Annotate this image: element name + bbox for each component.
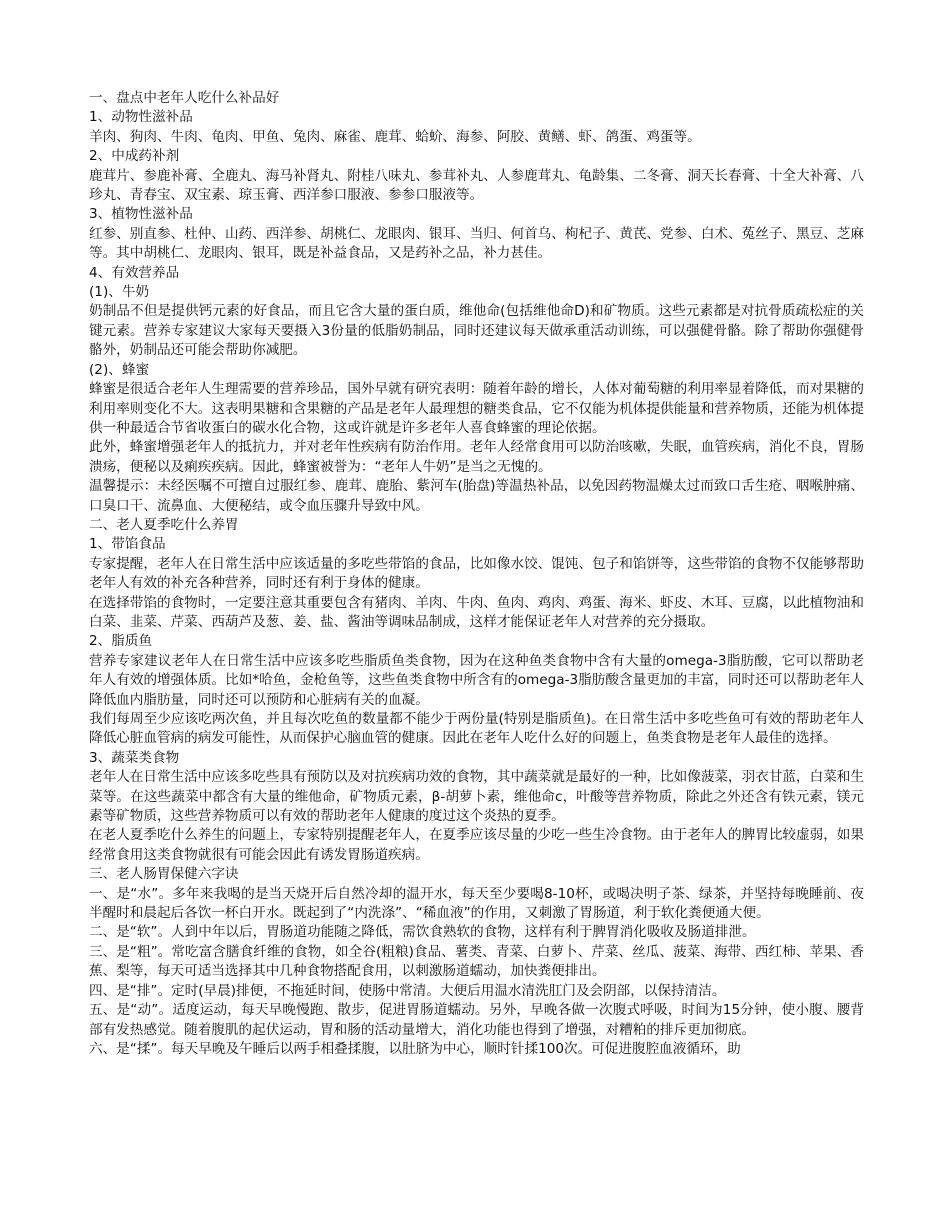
paragraph: 鹿茸片、参鹿补膏、全鹿丸、海马补肾丸、附桂八味丸、参茸补丸、人参鹿茸丸、龟龄集、二冬膏、洞天长春膏、十全大补膏、八珍丸、青春宝、双宝素、琼玉膏、西洋参口服液、参参口服液等。	[89, 167, 864, 204]
subheading-animal-tonics: 1、动物性滋补品	[89, 109, 193, 126]
paragraph: 老年人在日常生活中应该多吃些具有预防以及对抗疾病功效的食物，其中蔬菜就是最好的一种，比如像菠菜，羽衣甘蓝，白菜和生菜等。在这些蔬菜中都含有大量的维他命，矿物质元素，β-胡萝卜素，维他命c，叶酸等营养物质，除此之外还含有铁元素，镁元素等矿物质，这些营养物质可以有效的帮助老年人健康的度过这个炎热的夏季。	[89, 769, 864, 825]
subheading-plant-tonics: 3、植物性滋补品	[89, 206, 193, 223]
subheading-honey: (2)、蜂蜜	[89, 361, 150, 378]
paragraph: 奶制品不但是提供钙元素的好食品，而且它含大量的蛋白质，维他命(包括维他命D)和矿物质。这些元素都是对抗骨质疏松症的关键元素。营养专家建议大家每天要摄入3份量的低脂奶制品，同时还建议每天做承重活动训练，可以强健骨骼。除了帮助你强健骨骼外，奶制品还可能会帮助你减肥。	[89, 303, 864, 359]
paragraph: 在老人夏季吃什么养生的问题上，专家特别提醒老年人，在夏季应该尽量的少吃一些生冷食物。由于老年人的脾胃比较虚弱，如果经常食用这类食物就很有可能会因此有诱发胃肠道疾病。	[89, 827, 864, 863]
section-heading-3: 三、老人肠胃保健六字诀	[89, 866, 239, 883]
paragraph: 在选择带馅的食物时，一定要注意其重要包含有猪肉、羊肉、牛肉、鱼肉、鸡肉、鸡蛋、海米、虾皮、木耳、豆腐，以此植物油和白菜、韭菜、芹菜、西葫芦及葱、姜、盐、酱油等调味品制成，这样才能保证老年人对营养的充分摄取。	[89, 594, 864, 630]
paragraph: 专家提醒，老年人在日常生活中应该适量的多吃些带馅的食品，比如像水饺、馄饨、包子和馅饼等，这些带馅的食物不仅能够帮助老年人有效的补充各种营养，同时还有利于身体的健康。	[89, 555, 864, 592]
paragraph: 营养专家建议老年人在日常生活中应该多吃些脂质鱼类食物，因为在这种鱼类食物中含有大量的omega-3脂肪酸，它可以帮助老年人有效的增强体质。比如*哈鱼，金枪鱼等，这些鱼类食物中所含有的omega-3脂肪酸含量更加的丰富，同时还可以帮助老年人降低血内脂肪量，同时还可以预防和心脏病有关的血凝。	[89, 652, 864, 708]
list-item: 三、是“粗”。常吃富含膳食纤维的食物，如全谷(粗粮)食品、薯类、青菜、白萝卜、芹菜、丝瓜、菠菜、海带、西红柿、苹果、香蕉、梨等，每天可适当选择其中几种食物搭配食用，以刺激肠道蠕动，加快粪便排出。	[89, 943, 864, 980]
list-item: 二、是“软”。人到中年以后，胃肠道功能随之降低，需饮食熟软的食物，这样有利于脾胃消化吸收及肠道排泄。	[89, 924, 756, 941]
list-item: 一、是“水”。多年来我喝的是当天烧开后自然冷却的温开水，每天至少要喝8-10杯，或喝决明子茶、绿茶，并坚持每晚睡前、夜半醒时和晨起后各饮一杯白开水。既起到了“内洗涤”、“稀血液”的作用，又刺激了胃肠道，利于软化粪便通大便。	[89, 885, 864, 922]
paragraph: 蜂蜜是很适合老年人生理需要的营养珍品，国外早就有研究表明：随着年龄的增长，人体对葡萄糖的利用率显着降低，而对果糖的利用率则变化不大。这表明果糖和含果糖的产品是老年人最理想的糖类食品，它不仅能为机体提供能量和营养物质，还能为机体提供一种最适合节省收蛋白的碳水化合物，这或许就是许多老年人喜食蜂蜜的理论依据。	[89, 381, 864, 436]
paragraph: 我们每周至少应该吃两次鱼，并且每次吃鱼的数量都不能少于两份量(特别是脂质鱼)。在日常生活中多吃些鱼可有效的帮助老年人降低心脏血管病的病发可能性，从而保护心脑血管的健康。因此在老年人吃什么好的问题上，鱼类食物是老年人最佳的选择。	[89, 711, 864, 747]
section-heading-1: 一、盘点中老年人吃什么补品好	[89, 90, 280, 106]
tip-paragraph: 温馨提示：未经医嘱不可擅自过服红参、鹿茸、鹿胎、紫河车(胎盘)等温热补品，以免因药物温燥太过而致口舌生疮、咽喉肿痛、口臭口干、流鼻血、大便秘结，或令血压骤升导致中风。	[89, 478, 864, 514]
subheading-nutrition: 4、有效营养品	[89, 264, 180, 281]
paragraph: 羊肉、狗肉、牛肉、龟肉、甲鱼、兔肉、麻雀、鹿茸、蛤蚧、海参、阿胶、黄鳝、虾、鸽蛋、鸡蛋等。	[89, 128, 701, 145]
document-body	[89, 89, 864, 1059]
subheading-fatty-fish: 2、脂质鱼	[89, 633, 153, 650]
subheading-milk: (1)、牛奶	[89, 284, 150, 301]
subheading-patent-medicines: 2、中成药补剂	[89, 148, 180, 165]
section-heading-2: 二、老人夏季吃什么养胃	[89, 516, 239, 533]
paragraph: 红参、别直参、杜仲、山药、西洋参、胡桃仁、龙眼肉、银耳、当归、何首乌、枸杞子、黄芪、党参、白术、菟丝子、黑豆、芝麻等。其中胡桃仁、龙眼肉、银耳，既是补益食品，又是药补之品，补力甚佳。	[89, 225, 864, 262]
list-item: 四、是“排”。定时(早晨)排便，不拖延时间，使肠中常清。大便后用温水清洗肛门及会阴部，以保持清洁。	[89, 982, 726, 999]
list-item: 五、是“动”。适度运动，每天早晚慢跑、散步，促进胃肠道蠕动。另外，早晚各做一次腹式呼吸，时间为15分钟，使小腹、腰背部有发热感觉。随着腹肌的起伏运动，胃和肠的活动量增大，消化功能也得到了增强，对糟粕的排斥更加彻底。	[89, 1002, 864, 1038]
list-item: 六、是“揉”。每天早晚及午睡后以两手相叠揉腹，以肚脐为中心，顺时针揉100次。可促进腹腔血液循环，助	[89, 1040, 741, 1057]
paragraph: 此外，蜂蜜增强老年人的抵抗力，并对老年性疾病有防治作用。老年人经常食用可以防治咳嗽，失眠，血管疾病，消化不良，胃肠溃疡，便秘以及痢疾疾病。因此，蜂蜜被誉为：“老年人牛奶”是当之无愧的。	[89, 439, 864, 475]
subheading-vegetables: 3、蔬菜类食物	[89, 749, 180, 766]
subheading-stuffed-food: 1、带馅食品	[89, 536, 166, 553]
